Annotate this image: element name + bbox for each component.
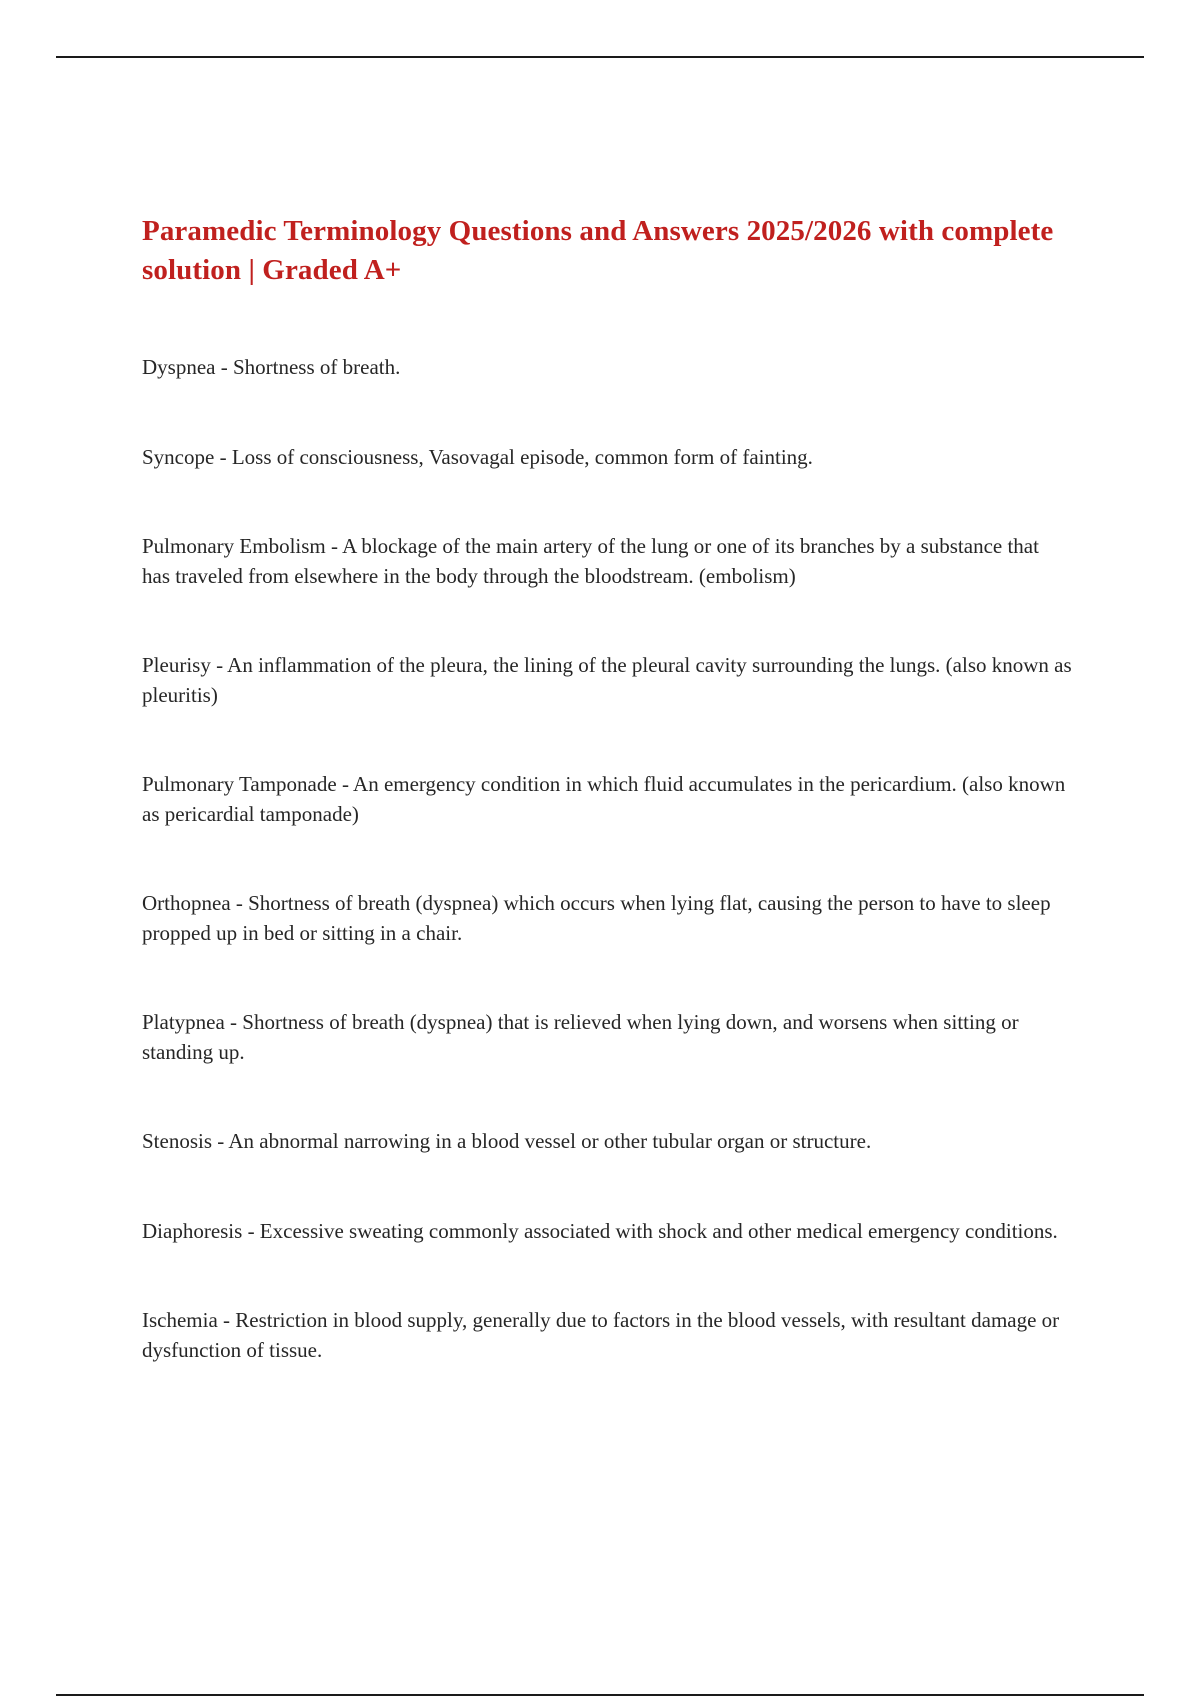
term-entry-ischemia: Ischemia - Restriction in blood supply, generally due to factors in the blood vessels, with resultant damage or dysfunction of tissue.: [142, 1308, 1060, 1362]
term-entry-diaphoresis: Diaphoresis - Excessive sweating commonly associated with shock and other medical emergency conditions.: [142, 1218, 1058, 1243]
term-entry-orthopnea: Orthopnea - Shortness of breath (dyspnea) which occurs when lying flat, causing the person to have to sleep propped up in bed or sitting in a chair.: [142, 891, 1051, 945]
term-entry-dyspnea: Dyspnea - Shortness of breath.: [142, 355, 401, 379]
term-entry-platypnea: Platypnea - Shortness of breath (dyspnea) that is relieved when lying down, and worsens when sitting or standing up.: [142, 1010, 1019, 1064]
document-body: [142, 212, 1072, 1365]
term-entry-pleurisy: Pleurisy - An inflammation of the pleura, the lining of the pleural cavity surrounding the lungs. (also known as pleuritis): [142, 653, 1072, 707]
term-entry-pulmonary-embolism: Pulmonary Embolism - A blockage of the main artery of the lung or one of its branches by a substance that has traveled from elsewhere in the body through the bloodstream. (embolism): [142, 534, 1039, 588]
header-rule: [56, 56, 1144, 58]
footer-rule: [56, 1694, 1144, 1696]
term-entry-pulmonary-tamponade: Pulmonary Tamponade - An emergency condition in which fluid accumulates in the pericardium. (also known as pericardial tamponade): [142, 772, 1066, 826]
document-title: Paramedic Terminology Questions and Answers 2025/2026 with complete solution | Graded A+: [142, 215, 1054, 286]
term-entry-stenosis: Stenosis - An abnormal narrowing in a blood vessel or other tubular organ or structure.: [142, 1129, 872, 1153]
term-entry-syncope: Syncope - Loss of consciousness, Vasovagal episode, common form of fainting.: [142, 444, 813, 469]
term-list: [142, 353, 1072, 1365]
